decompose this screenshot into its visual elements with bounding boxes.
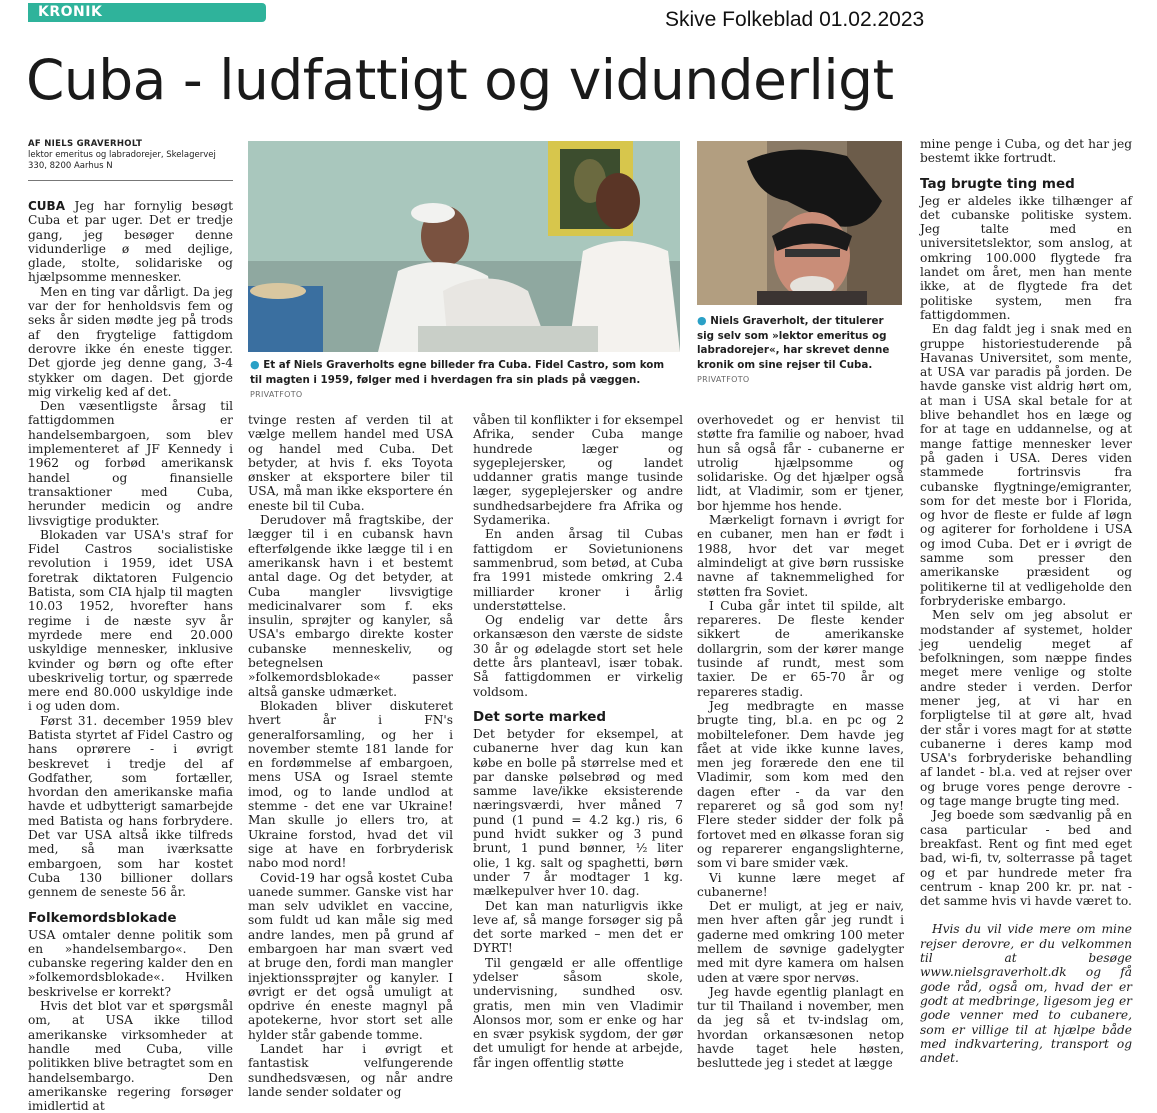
paragraph: Til gengæld er alle offentlige ydelser såsom skole, undervisning, sundhed osv. gratis, men min ven Vladimir Alonsos mor, som er enke og har en svær psykisk sygdom, der gør det umuligt for hende at arbejde, får ingen offentlig støtte <box>473 955 683 1070</box>
article-column-2 <box>248 413 453 1099</box>
paragraph: Landet har i øvrigt et fantastisk velfungerende sundhedsvæsen, og når andre lande sender soldater og <box>248 1042 453 1099</box>
paragraph: En dag faldt jeg i snak med en gruppe historiestuderende på Havanas Universitet, som mente, at USA var paradis på jorden. De havde ganske vist aldrig hørt om, at man i USA skal betale for at blive behandlet hos en læge og for at tage en uddannelse, og at mange fattige mennesker lever på gaden i USA. Deres viden stammede fortrinsvis fra cubanske flygtninge/emigranter, som for det meste bor i Florida, og hvor de fleste er fulde af løgn og agiterer for forholdene i USA og imod Cuba. Det er i øvrigt de samme som presser den amerikanske præsident og politikerne til at vedligeholde den forbryderiske embargo. <box>920 322 1132 608</box>
paragraph: Jeg havde egentlig planlagt en tur til Thailand i november, men da jeg så et tv-indslag om, hvordan orkansæsonen netop havde taget hele høsten, besluttede jeg i stedet at lægge <box>697 984 904 1071</box>
paragraph: Hvis det blot var et spørgsmål om, at USA ikke tillod amerikanske virksomheder at handle med Cuba, ville politikken blive betragtet som en handelsembargo. Den amerikanske regering forsøger imidlertid at <box>28 999 233 1113</box>
paragraph-text: Jeg har fornylig besøgt Cuba et par uger. Det er tredje gang, jeg besøger denne vidunderlige ø med dejlige, glade, stolte, solidariske og hjælpsomme mennesker. <box>28 199 233 285</box>
photo-cuba-women <box>248 141 680 352</box>
paragraph: våben til konflikter i for eksempel Afrika, sender Cuba mange hundrede læger og sygeplejersker, og landet uddanner gratis mange tusinde læger, sygeplejersker og andre sundhedsarbejdere fra Afrika og Sydamerika. <box>473 413 683 528</box>
caption-text: Niels Graverholt, der titulerer sig selv som »lektor emeritus og labradorejer«, har skrevet denne kronik om sine rejser til Cuba. <box>697 315 890 371</box>
byline-author: AF NIELS GRAVERHOLT <box>28 139 143 149</box>
byline-divider <box>28 180 233 181</box>
article-column-3 <box>473 413 683 1070</box>
paragraph: USA omtaler denne politik som en »handelsembargo«. Den cubanske regering kalder den en »folkemordsblokade«. Hvilken beskrivelse er korrekt? <box>28 927 233 999</box>
paragraph: tvinge resten af verden til at vælge mellem handel med USA og handel med Cuba. Det betyder, at hvis f. eks Toyota ønsker at eksportere biler til USA, må man ikke eksportere én eneste bil til Cuba. <box>248 413 453 513</box>
paragraph: mine penge i Cuba, og det har jeg bestemt ikke fortrudt. <box>920 137 1132 166</box>
caption-bullet-icon: ● <box>250 358 260 371</box>
paragraph: overhovedet og er henvist til støtte fra familie og naboer, hvad hun så også får - cubanerne er utrolig hjælpsomme og solidariske. Og det hjælper også lidt, at Vladimir, som er tjener, bor hjemme hos hende. <box>697 413 904 513</box>
paragraph: Først 31. december 1959 blev Batista styrtet af Fidel Castro og hans oprørere - i øvrigt beskrevet i tredje del af Godfather, som fortæller, hvordan den amerikanske mafia havde et udbytterigt samarbejde med Batista og hans forbrydere. Det var USA altså ikke tilfreds med, så man iværksatte embargoen, som har kostet Cuba 130 billioner dollars gennem de seneste 56 år. <box>28 713 233 900</box>
photo-cuba-women-caption <box>250 358 670 403</box>
paragraph: Men selv om jeg absolut er modstander af systemet, holder jeg uendelig meget af befolkningen, som næppe findes meget mere venlige og stolte andre steder i verden. Derfor mener jeg, at vi har en forpligtelse til at gøre alt, hvad der står i vores magt for at støtte cubanerne i deres kamp mod USA's forbryderiske behandling af landet - bl.a. ved at rejser over og bruge vores penge derovre - og tage mange brugte ting med. <box>920 608 1132 809</box>
paragraph: Jeg boede som sædvanlig på en casa particular - bed and breakfast. Rent og fint med eget bad, wi-fi, tv, solterrasse på taget og et par hundrede meter fra centrum - knap 200 kr. pr. nat - det samme hvis vi havde været to. <box>920 808 1132 909</box>
subheading-folkemordsblokade: Folkemordsblokade <box>28 909 177 926</box>
headline: Cuba - ludfattigt og vidunderligt <box>26 48 894 112</box>
byline <box>28 139 233 172</box>
photo-credit: PRIVATFOTO <box>250 390 303 399</box>
article-column-1 <box>28 199 233 1113</box>
subheading-det-sorte-marked: Det sorte marked <box>473 708 607 725</box>
photo-author-with-dog <box>697 141 902 305</box>
paragraph: En anden årsag til Cubas fattigdom er Sovietunionens sammenbrud, som betød, at Cuba fra 1991 mistede omkring 2.4 milliarder kroner i årlig understøttelse. <box>473 527 683 613</box>
paragraph: Den væsentligste årsag til fattigdommen er handelsembargoen, som blev implementeret af JF Kennedy i 1962 og forbød amerikansk handel og finansielle transaktioner med Cuba, herunder medicin og andre livsvigtige produkter. <box>28 399 233 528</box>
paragraph: Det kan man naturligvis ikke leve af, så mange forsøger sig på det sorte marked – men det er DYRT! <box>473 898 683 956</box>
paragraph: Det er muligt, at jeg er naiv, men hver aften går jeg rundt i gaderne med omkring 100 meter mellem de søvnige gadelygter med mit dyre kamera om halsen uden at være spor nervøs. <box>697 899 904 985</box>
paragraph: Covid-19 har også kostet Cuba uanede summer. Ganske vist har man selv udviklet en vaccine, som fuldt ud kan måle sig med andre landes, men på grund af embargoen har man svært ved at bruge den, fordi man mangler injektionssprøjter og kanyler. I øvrigt er det også umuligt at opdrive én eneste magnyl på apotekerne, hvor stort set alle hylder står gabende tomme. <box>248 870 453 1042</box>
paragraph: Blokaden bliver diskuteret hvert år i FN's generalforsamling, og her i november stemte 181 lande for en fordømmelse af embargoen, mens USA og Israel stemte imod, og to lande undlod at stemme - det ene var Ukraine! Man skulle jo ellers tro, at Ukraine forstod, hvad det vil sige at have en forbryderisk nabo mod nord! <box>248 698 453 871</box>
subheading-tag-brugte-ting-med: Tag brugte ting med <box>920 175 1075 192</box>
newspaper-source: Skive Folkeblad 01.02.2023 <box>665 8 925 31</box>
photo-author-caption <box>697 314 902 388</box>
paragraph: Jeg medbragte en masse brugte ting, bl.a. en pc og 2 mobiltelefoner. Dem havde jeg fået at vide ikke kunne laves, men jeg forærede den ene til Vladimir, som kom med den dagen efter - da var den repareret og så god som ny! Flere steder sidder der folk på fortovet med en ølkasse foran sig og reparerer engangslighterne, som vi bare smider væk. <box>697 698 904 871</box>
section-kicker: KRONIK <box>28 3 266 22</box>
photo-credit: PRIVATFOTO <box>697 375 750 384</box>
caption-bullet-icon: ● <box>697 314 707 327</box>
article-column-5 <box>920 137 1132 1065</box>
photo-author-with-dog-image <box>697 141 902 305</box>
paragraph: I Cuba går intet til spilde, alt repareres. De fleste kender sikkert de amerikanske dollargrin, som der kører mange tusinde af rundt, mest som taxier. De er 65-70 år og repareres stadig. <box>697 598 904 699</box>
closing-note: Hvis du vil vide mere om mine rejser derovre, er du velkommen til at besøge www.nielsgraverholt.dk og få gode råd, også om, hvad der er godt at medbringe, ligesom jeg er gode venner med to cubanere, som er villige til at hjælpe både med indkvartering, transport og andet. <box>920 922 1132 1066</box>
paragraph: Og endelig var dette års orkansæson den værste de sidste 30 år og ødelagde stort set hele dette års planteavl, især tobak. Så fattigdommen er virkelig voldsom. <box>473 613 683 699</box>
paragraph: Det betyder for eksempel, at cubanerne hver dag kun kan købe en bolle på størrelse med et par danske pølsebrød og med samme lave/ikke eksisterende næringsværdi, hver måned 7 pund (1 pund = 4.2 kg.) ris, 6 pund hvidt sukker og 3 pund brunt, 1 pund bønner, ½ liter olie, 1 kg. salt og spaghetti, børn under 7 år modtager 1 kg. mælkepulver hver 10. dag. <box>473 726 683 899</box>
paragraph: Derudover må fragtskibe, der lægger til i en cubansk havn efterfølgende ikke lægge til i en amerikansk havn i et bestemt antal dage. Og det betyder, at Cuba mangler livsvigtige medicinalvarer som f. eks insulin, sprøjter og kanyler, så USA's embargo direkte koster cubanske menneskeliv, og betegnelsen »folkemordsblokade« passer altså ganske udmærket. <box>248 513 453 699</box>
caption-text: Et af Niels Graverholts egne billeder fra Cuba. Fidel Castro, som kom til magten i 1959, følger med i hverdagen fra sin plads på væggen. <box>250 359 665 386</box>
paragraph: Blokaden var USA's straf for Fidel Castros socialistiske revolution i 1959, idet USA foretrak diktatoren Fulgencio Batista, som CIA hjalp til magten 10.03 1952, hvorefter hans regime i de næste syv år myrdede mere end 20.000 uskyldige mennesker, inklusive kvinder og børn og ofte efter ubeskrivelig tortur, og spærrede mere end 80.000 uskyldige inde i og uden dom. <box>28 527 233 714</box>
paragraph <box>28 199 233 285</box>
paragraph: Mærkeligt fornavn i øvrigt for en cubaner, men han er født i 1988, hvor det var meget almindeligt at give børn russiske navne af taknemmelighed for støtten fra Soviet. <box>697 513 904 599</box>
paragraph: Jeg er aldeles ikke tilhænger af det cubanske politiske system. Jeg talte med en universitetslektor, som anslog, at omkring 100.000 flygtede fra landet om året, men han mente ikke, at de flygtede fra det politiske system, men fra fattigdommen. <box>920 193 1132 322</box>
photo-cuba-women-image <box>248 141 680 352</box>
article-column-4 <box>697 413 904 1071</box>
paragraph: Men en ting var dårligt. Da jeg var der for henholdsvis fem og seks år siden mødte jeg på trods af den frygtelige fattigdom derovre ikke én eneste tigger. Det gjorde jeg denne gang, 3-4 stykker om dagen. Det gjorde mig virkelig ked af det. <box>28 284 233 399</box>
byline-title: lektor emeritus og labradorejer, Skelagervej 330, 8200 Aarhus N <box>28 150 216 171</box>
paragraph: Vi kunne lære meget af cubanerne! <box>697 870 904 899</box>
lead-word: CUBA <box>28 199 65 213</box>
